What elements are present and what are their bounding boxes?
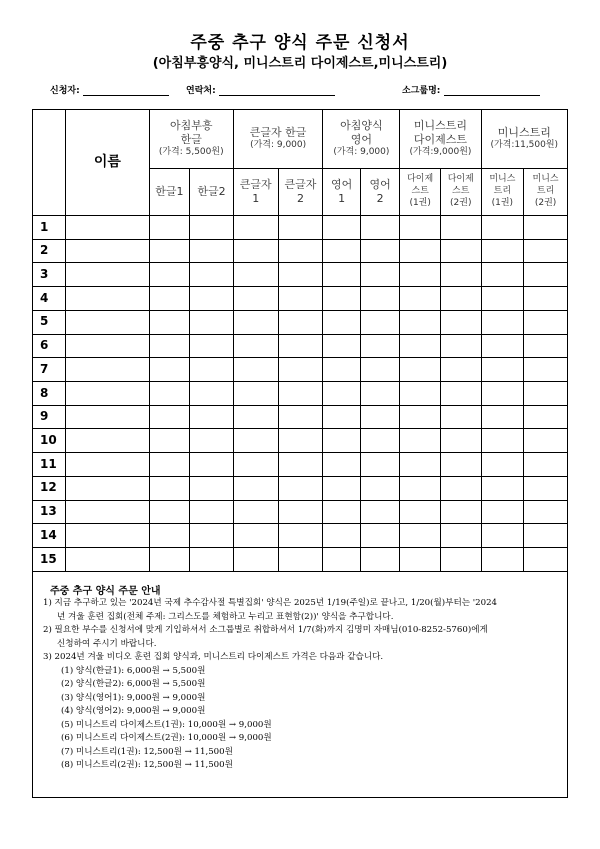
price-item: (1) 양식(한글1): 6,000원 → 5,500원 bbox=[61, 665, 206, 676]
sub-header-line: 영어 bbox=[369, 177, 391, 191]
price-item: (4) 양식(영어2): 9,000원 → 9,000원 bbox=[61, 706, 206, 716]
price-item: (5) 미니스트리 다이제스트(1권): 10,000원 → 9,000원 bbox=[61, 719, 272, 730]
sub-header-line: 1 bbox=[338, 192, 346, 205]
row-number: 9 bbox=[33, 405, 66, 429]
group-price: (가격:9,000원) bbox=[409, 147, 472, 158]
sub-header-line: 트리 bbox=[493, 186, 512, 197]
sub-header bbox=[440, 169, 481, 216]
quantity-cell[interactable] bbox=[233, 334, 278, 358]
quantity-cell[interactable] bbox=[400, 287, 441, 311]
group-price: (가격: 5,500원) bbox=[158, 147, 224, 158]
quantity-cell[interactable] bbox=[440, 405, 481, 429]
sub-header-line: 다이제 bbox=[447, 174, 474, 185]
quantity-cell[interactable] bbox=[481, 453, 524, 477]
group-header bbox=[149, 110, 233, 169]
quantity-cell[interactable] bbox=[440, 548, 481, 572]
quantity-cell[interactable] bbox=[524, 358, 568, 382]
quantity-cell[interactable] bbox=[323, 476, 360, 500]
quantity-cell[interactable] bbox=[278, 500, 323, 524]
quantity-cell[interactable] bbox=[481, 334, 524, 358]
quantity-cell[interactable] bbox=[360, 453, 400, 477]
quantity-cell[interactable] bbox=[149, 548, 190, 572]
quantity-cell[interactable] bbox=[440, 310, 481, 334]
sub-header-line: 영어 bbox=[330, 177, 353, 191]
name-cell[interactable] bbox=[66, 334, 149, 358]
quantity-cell[interactable] bbox=[149, 382, 190, 406]
quantity-cell[interactable] bbox=[149, 287, 190, 311]
sub-header-line: 미니스 bbox=[532, 174, 559, 185]
name-cell[interactable] bbox=[66, 239, 149, 263]
quantity-cell[interactable] bbox=[233, 263, 278, 287]
sub-header bbox=[233, 169, 278, 216]
quantity-cell[interactable] bbox=[481, 358, 524, 382]
sub-header-line: 1 bbox=[252, 192, 260, 205]
contact-line[interactable] bbox=[219, 85, 335, 96]
order-body bbox=[33, 216, 568, 572]
name-cell[interactable] bbox=[66, 216, 149, 240]
group-header bbox=[233, 110, 323, 169]
sub-header-line: (2권) bbox=[534, 197, 557, 208]
group-price: (가격:11,500원) bbox=[490, 140, 559, 151]
quantity-cell[interactable] bbox=[400, 239, 441, 263]
sub-header bbox=[360, 169, 400, 216]
name-cell[interactable] bbox=[66, 500, 149, 524]
quantity-cell[interactable] bbox=[524, 216, 568, 240]
quantity-cell[interactable] bbox=[440, 287, 481, 311]
sub-header bbox=[400, 169, 441, 216]
notice-line: 신청하여 주시기 바랍니다. bbox=[57, 638, 157, 649]
quantity-cell[interactable] bbox=[481, 239, 524, 263]
quantity-cell[interactable] bbox=[278, 263, 323, 287]
quantity-cell[interactable] bbox=[360, 500, 400, 524]
quantity-cell[interactable] bbox=[524, 476, 568, 500]
quantity-cell[interactable] bbox=[481, 405, 524, 429]
quantity-cell[interactable] bbox=[360, 429, 400, 453]
notice-body bbox=[43, 597, 563, 773]
row-number: 12 bbox=[33, 476, 66, 500]
quantity-cell[interactable] bbox=[524, 239, 568, 263]
table-row bbox=[33, 216, 568, 240]
quantity-cell[interactable] bbox=[278, 287, 323, 311]
quantity-cell[interactable] bbox=[278, 239, 323, 263]
name-cell[interactable] bbox=[66, 358, 149, 382]
sub-header-line: 스트 bbox=[411, 186, 429, 197]
sub-header bbox=[323, 169, 360, 216]
notice-paragraph bbox=[43, 597, 563, 624]
notice-title: 주중 추구 양식 주문 안내 bbox=[50, 586, 161, 597]
quantity-cell[interactable] bbox=[233, 500, 278, 524]
quantity-cell[interactable] bbox=[323, 216, 360, 240]
name-cell[interactable] bbox=[66, 524, 149, 548]
quantity-cell[interactable] bbox=[233, 548, 278, 572]
quantity-cell[interactable] bbox=[323, 405, 360, 429]
name-cell[interactable] bbox=[66, 382, 149, 406]
quantity-cell[interactable] bbox=[149, 239, 190, 263]
table-row bbox=[33, 548, 568, 572]
quantity-cell[interactable] bbox=[440, 429, 481, 453]
quantity-cell[interactable] bbox=[323, 334, 360, 358]
notice-paragraph bbox=[43, 651, 563, 665]
table-row bbox=[33, 453, 568, 477]
name-cell[interactable] bbox=[66, 453, 149, 477]
quantity-cell[interactable] bbox=[278, 548, 323, 572]
quantity-cell[interactable] bbox=[440, 334, 481, 358]
quantity-cell[interactable] bbox=[233, 358, 278, 382]
quantity-cell[interactable] bbox=[190, 263, 234, 287]
row-number: 8 bbox=[33, 382, 66, 406]
sub-header-line: 큰글자 bbox=[284, 177, 317, 191]
quantity-cell[interactable] bbox=[233, 405, 278, 429]
name-cell[interactable] bbox=[66, 429, 149, 453]
sub-header-line: (1권) bbox=[491, 197, 514, 208]
quantity-cell[interactable] bbox=[481, 263, 524, 287]
quantity-cell[interactable] bbox=[524, 524, 568, 548]
quantity-cell[interactable] bbox=[323, 263, 360, 287]
quantity-cell[interactable] bbox=[440, 500, 481, 524]
quantity-cell[interactable] bbox=[323, 310, 360, 334]
quantity-cell[interactable] bbox=[440, 453, 481, 477]
quantity-cell[interactable] bbox=[360, 476, 400, 500]
quantity-cell[interactable] bbox=[400, 382, 441, 406]
quantity-cell[interactable] bbox=[400, 405, 441, 429]
group-price: (가격: 9,000) bbox=[250, 140, 307, 151]
quantity-cell[interactable] bbox=[149, 310, 190, 334]
quantity-cell[interactable] bbox=[440, 476, 481, 500]
group-header-row bbox=[33, 110, 568, 169]
quantity-cell[interactable] bbox=[233, 216, 278, 240]
group-name-line: 미니스트리 bbox=[413, 118, 468, 132]
row-number: 7 bbox=[33, 358, 66, 382]
quantity-cell[interactable] bbox=[190, 382, 234, 406]
quantity-cell[interactable] bbox=[149, 358, 190, 382]
row-number: 11 bbox=[33, 453, 66, 477]
quantity-cell[interactable] bbox=[440, 216, 481, 240]
quantity-cell[interactable] bbox=[481, 429, 524, 453]
quantity-cell[interactable] bbox=[233, 524, 278, 548]
quantity-cell[interactable] bbox=[524, 310, 568, 334]
group-label: 소그룹명: bbox=[402, 86, 441, 96]
sub-header bbox=[278, 169, 323, 216]
quantity-cell[interactable] bbox=[481, 216, 524, 240]
quantity-cell[interactable] bbox=[190, 453, 234, 477]
quantity-cell[interactable] bbox=[278, 216, 323, 240]
group-header bbox=[481, 110, 567, 169]
quantity-cell[interactable] bbox=[190, 334, 234, 358]
applicant-line[interactable] bbox=[83, 85, 169, 96]
row-number: 5 bbox=[33, 310, 66, 334]
quantity-cell[interactable] bbox=[400, 500, 441, 524]
price-item: (6) 미니스트리 다이제스트(2권): 10,000원 → 9,000원 bbox=[61, 733, 272, 743]
contact-label: 연락처: bbox=[186, 86, 216, 96]
sub-header bbox=[524, 169, 568, 216]
quantity-cell[interactable] bbox=[323, 382, 360, 406]
name-cell[interactable] bbox=[66, 548, 149, 572]
name-cell[interactable] bbox=[66, 287, 149, 311]
quantity-cell[interactable] bbox=[400, 548, 441, 572]
table-row bbox=[33, 334, 568, 358]
sub-header-line: 2 bbox=[376, 192, 384, 205]
quantity-cell[interactable] bbox=[278, 334, 323, 358]
group-header bbox=[400, 110, 481, 169]
sub-header-line: (1권) bbox=[409, 197, 431, 208]
quantity-cell[interactable] bbox=[400, 358, 441, 382]
notice-line: 2) 필요한 부수를 신청서에 맞게 기입하셔서 소그룹별로 취합하셔서 1/7(화)까지 김명미 자매님(010-8252-5760)에게 bbox=[43, 625, 488, 635]
quantity-cell[interactable] bbox=[149, 405, 190, 429]
quantity-cell[interactable] bbox=[323, 500, 360, 524]
group-header bbox=[323, 110, 400, 169]
quantity-cell[interactable] bbox=[149, 429, 190, 453]
quantity-cell[interactable] bbox=[278, 524, 323, 548]
form-title: 주중 추구 양식 주문 신청서 bbox=[190, 33, 410, 53]
quantity-cell[interactable] bbox=[524, 405, 568, 429]
group-field[interactable] bbox=[402, 83, 540, 96]
row-number: 14 bbox=[33, 524, 66, 548]
quantity-cell[interactable] bbox=[360, 382, 400, 406]
name-header: 이름 bbox=[66, 110, 149, 216]
row-number: 6 bbox=[33, 334, 66, 358]
quantity-cell[interactable] bbox=[524, 263, 568, 287]
quantity-cell[interactable] bbox=[149, 500, 190, 524]
quantity-cell[interactable] bbox=[323, 548, 360, 572]
quantity-cell[interactable] bbox=[233, 453, 278, 477]
group-name-line: 아침양식 bbox=[340, 118, 383, 132]
sub-header-line: 한글1 bbox=[155, 184, 184, 198]
row-number: 3 bbox=[33, 263, 66, 287]
quantity-cell[interactable] bbox=[278, 382, 323, 406]
sub-header bbox=[481, 169, 524, 216]
group-name-line: 영어 bbox=[350, 133, 372, 147]
quantity-cell[interactable] bbox=[233, 239, 278, 263]
sub-header-line: 큰글자 bbox=[239, 177, 272, 191]
quantity-cell[interactable] bbox=[360, 310, 400, 334]
applicant-field[interactable] bbox=[50, 83, 169, 96]
quantity-cell[interactable] bbox=[233, 476, 278, 500]
quantity-cell[interactable] bbox=[190, 500, 234, 524]
quantity-cell[interactable] bbox=[524, 548, 568, 572]
notice-line: 3) 2024년 겨울 비디오 훈련 집회 양식과, 미니스트리 다이제스트 가격은 다음과 같습니다. bbox=[43, 652, 384, 662]
sub-header bbox=[190, 169, 234, 216]
quantity-cell[interactable] bbox=[360, 287, 400, 311]
table-row bbox=[33, 405, 568, 429]
quantity-cell[interactable] bbox=[400, 334, 441, 358]
quantity-cell[interactable] bbox=[149, 476, 190, 500]
group-name-line: 큰글자 한글 bbox=[249, 126, 307, 139]
quantity-cell[interactable] bbox=[400, 429, 441, 453]
quantity-cell[interactable] bbox=[278, 405, 323, 429]
contact-field[interactable] bbox=[186, 83, 335, 96]
quantity-cell[interactable] bbox=[360, 334, 400, 358]
quantity-cell[interactable] bbox=[190, 239, 234, 263]
quantity-cell[interactable] bbox=[190, 358, 234, 382]
quantity-cell[interactable] bbox=[481, 310, 524, 334]
quantity-cell[interactable] bbox=[190, 405, 234, 429]
applicant-label: 신청자: bbox=[50, 86, 80, 96]
quantity-cell[interactable] bbox=[440, 524, 481, 548]
quantity-cell[interactable] bbox=[400, 524, 441, 548]
table-row bbox=[33, 239, 568, 263]
quantity-cell[interactable] bbox=[323, 524, 360, 548]
quantity-cell[interactable] bbox=[440, 358, 481, 382]
quantity-cell[interactable] bbox=[440, 263, 481, 287]
name-cell[interactable] bbox=[66, 310, 149, 334]
name-cell[interactable] bbox=[66, 405, 149, 429]
quantity-cell[interactable] bbox=[323, 358, 360, 382]
quantity-cell[interactable] bbox=[149, 263, 190, 287]
quantity-cell[interactable] bbox=[190, 548, 234, 572]
row-number: 13 bbox=[33, 500, 66, 524]
sub-header-line: 스트 bbox=[452, 186, 470, 197]
quantity-cell[interactable] bbox=[524, 429, 568, 453]
table-row bbox=[33, 310, 568, 334]
table-row bbox=[33, 263, 568, 287]
table-row bbox=[33, 287, 568, 311]
quantity-cell[interactable] bbox=[360, 524, 400, 548]
group-line[interactable] bbox=[444, 85, 540, 96]
quantity-cell[interactable] bbox=[190, 310, 234, 334]
quantity-cell[interactable] bbox=[481, 476, 524, 500]
price-item: (8) 미니스트리(2권): 12,500원 → 11,500원 bbox=[61, 760, 233, 770]
quantity-cell[interactable] bbox=[440, 382, 481, 406]
quantity-cell[interactable] bbox=[190, 476, 234, 500]
sub-header-line: 한글2 bbox=[197, 184, 226, 198]
table-row bbox=[33, 382, 568, 406]
price-item: (2) 양식(한글2): 6,000원 → 5,500원 bbox=[61, 679, 206, 689]
group-name-line: 아침부흥 bbox=[169, 118, 213, 132]
quantity-cell[interactable] bbox=[323, 429, 360, 453]
quantity-cell[interactable] bbox=[323, 287, 360, 311]
quantity-cell[interactable] bbox=[440, 239, 481, 263]
notice-line: 년 겨울 훈련 집회(전체 주제: 그리스도를 체험하고 누리고 표현함(2))' 양식을 추구합니다. bbox=[57, 611, 394, 622]
quantity-cell[interactable] bbox=[149, 524, 190, 548]
quantity-cell[interactable] bbox=[323, 239, 360, 263]
quantity-cell[interactable] bbox=[360, 405, 400, 429]
notice-paragraph bbox=[43, 624, 563, 651]
group-name-line: 한글 bbox=[180, 133, 202, 147]
name-cell[interactable] bbox=[66, 263, 149, 287]
row-number: 2 bbox=[33, 239, 66, 263]
quantity-cell[interactable] bbox=[524, 500, 568, 524]
quantity-cell[interactable] bbox=[278, 358, 323, 382]
table-row bbox=[33, 429, 568, 453]
quantity-cell[interactable] bbox=[524, 287, 568, 311]
group-name-line: 다이제스트 bbox=[413, 133, 468, 147]
sub-header-line: 트리 bbox=[536, 186, 555, 197]
quantity-cell[interactable] bbox=[278, 429, 323, 453]
sub-header-line: 다이제 bbox=[407, 174, 434, 185]
name-cell[interactable] bbox=[66, 476, 149, 500]
quantity-cell[interactable] bbox=[278, 476, 323, 500]
notice-line: 1) 지금 추구하고 있는 '2024년 국제 추수감사절 특별집회' 양식은 2025년 1/19(주일)로 끝나고, 1/20(월)부터는 '2024 bbox=[43, 598, 498, 608]
quantity-cell[interactable] bbox=[400, 263, 441, 287]
quantity-cell[interactable] bbox=[524, 334, 568, 358]
quantity-cell[interactable] bbox=[481, 500, 524, 524]
quantity-cell[interactable] bbox=[149, 334, 190, 358]
row-number: 10 bbox=[33, 429, 66, 453]
quantity-cell[interactable] bbox=[323, 453, 360, 477]
form-subtitle: (아침부흥양식, 미니스트리 다이제스트,미니스트리) bbox=[152, 56, 448, 71]
table-row bbox=[33, 476, 568, 500]
quantity-cell[interactable] bbox=[233, 382, 278, 406]
quantity-cell[interactable] bbox=[360, 263, 400, 287]
quantity-cell[interactable] bbox=[190, 216, 234, 240]
quantity-cell[interactable] bbox=[233, 287, 278, 311]
group-price: (가격: 9,000) bbox=[333, 147, 390, 158]
price-item: (3) 양식(영어1): 9,000원 → 9,000원 bbox=[61, 692, 206, 703]
quantity-cell[interactable] bbox=[481, 548, 524, 572]
order-table bbox=[32, 109, 568, 572]
quantity-cell[interactable] bbox=[524, 382, 568, 406]
quantity-cell[interactable] bbox=[190, 429, 234, 453]
quantity-cell[interactable] bbox=[190, 287, 234, 311]
quantity-cell[interactable] bbox=[149, 453, 190, 477]
quantity-cell[interactable] bbox=[190, 524, 234, 548]
sub-header-line: 2 bbox=[296, 192, 304, 205]
quantity-cell[interactable] bbox=[400, 216, 441, 240]
quantity-cell[interactable] bbox=[481, 524, 524, 548]
quantity-cell[interactable] bbox=[360, 548, 400, 572]
quantity-cell[interactable] bbox=[360, 358, 400, 382]
table-row bbox=[33, 500, 568, 524]
quantity-cell[interactable] bbox=[233, 429, 278, 453]
quantity-cell[interactable] bbox=[400, 310, 441, 334]
quantity-cell[interactable] bbox=[481, 382, 524, 406]
quantity-cell[interactable] bbox=[278, 310, 323, 334]
price-item: (7) 미니스트리(1권): 12,500원 → 11,500원 bbox=[61, 746, 233, 757]
quantity-cell[interactable] bbox=[278, 453, 323, 477]
quantity-cell[interactable] bbox=[400, 476, 441, 500]
quantity-cell[interactable] bbox=[360, 239, 400, 263]
notice-box bbox=[32, 572, 568, 798]
sub-header-line: (2권) bbox=[450, 197, 472, 208]
quantity-cell[interactable] bbox=[400, 453, 441, 477]
sub-header bbox=[149, 169, 190, 216]
quantity-cell[interactable] bbox=[233, 310, 278, 334]
row-number: 1 bbox=[33, 216, 66, 240]
table-row bbox=[33, 524, 568, 548]
quantity-cell[interactable] bbox=[481, 287, 524, 311]
table-row bbox=[33, 358, 568, 382]
group-name-line: 미니스트리 bbox=[497, 126, 551, 139]
sub-header-line: 미니스 bbox=[489, 174, 516, 185]
quantity-cell[interactable] bbox=[360, 216, 400, 240]
row-number: 15 bbox=[33, 548, 66, 572]
row-number: 4 bbox=[33, 287, 66, 311]
quantity-cell[interactable] bbox=[524, 453, 568, 477]
quantity-cell[interactable] bbox=[149, 216, 190, 240]
